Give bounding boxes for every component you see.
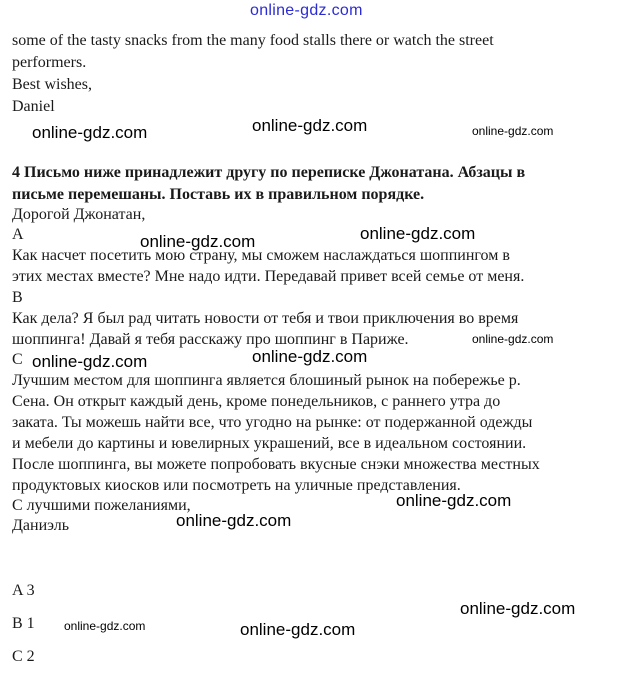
paragraph-b-line-1: Как дела? Я был рад читать новости от тебя и твои приключения во время bbox=[12, 310, 519, 327]
paragraph-a-line-2: этих местах вместе? Мне надо идти. Передавай привет всей семье от меня. bbox=[12, 268, 525, 285]
watermark: online-gdz.com bbox=[472, 332, 554, 346]
letter-en-closing: Best wishes, bbox=[12, 76, 92, 93]
answer-a-letter: A bbox=[12, 582, 23, 599]
watermark: online-gdz.com bbox=[176, 511, 292, 530]
paragraph-c-line-1: Лучшим местом для шоппинга является блошиный рынок на побережье р. bbox=[12, 372, 521, 389]
paragraph-c-letter: C bbox=[12, 351, 23, 368]
paragraph-c-line-4: и мебели до картины и ювелирных украшений, все в идеальном состоянии. bbox=[12, 435, 527, 452]
answer-c-letter: C bbox=[12, 648, 23, 665]
watermark: online-gdz.com bbox=[252, 347, 368, 366]
paragraph-c-line-3: заката. Ты можешь найти все, что угодно на рынке: от подержанной одежды bbox=[12, 414, 533, 431]
answer-c bbox=[12, 647, 35, 666]
paragraph-a-letter: A bbox=[12, 226, 24, 243]
watermark: online-gdz.com bbox=[64, 619, 146, 633]
answer-a-number: 3 bbox=[26, 582, 35, 599]
task-title-line-2: письме перемешаны. Поставь их в правильном порядке. bbox=[12, 186, 425, 203]
watermark: online-gdz.com bbox=[140, 232, 256, 251]
paragraph-c-line-6: продуктовых киосков или посмотреть на уличные представления. bbox=[12, 477, 461, 494]
task-signature: Даниэль bbox=[12, 517, 69, 534]
letter-en-line-1: some of the tasty snacks from the many food stalls there or watch the street bbox=[12, 32, 494, 49]
paragraph-c-line-5: После шоппинга, вы можете попробовать вкусные снэки множества местных bbox=[12, 456, 540, 473]
watermark: online-gdz.com bbox=[240, 620, 356, 639]
task-closing: С лучшими пожеланиями, bbox=[12, 497, 191, 514]
task-greeting: Дорогой Джонатан, bbox=[12, 206, 146, 223]
watermark: online-gdz.com bbox=[360, 224, 476, 243]
paragraph-b-line-2: шоппинга! Давай я тебя расскажу про шоппинг в Париже. bbox=[12, 331, 409, 348]
answer-b-letter: B bbox=[12, 615, 23, 632]
task-title-line-1: 4 Письмо ниже принадлежит другу по переписке Джонатана. Абзацы в bbox=[12, 164, 526, 181]
answer-b-number: 1 bbox=[26, 615, 35, 632]
answer-c-number: 2 bbox=[26, 648, 35, 665]
paragraph-a-line-1: Как насчет посетить мою страну, мы сможем наслаждаться шоппингом в bbox=[12, 247, 510, 264]
paragraph-c-line-2: Сена. Он открыт каждый день, кроме понедельников, с раннего утра до bbox=[12, 393, 501, 410]
watermark: online-gdz.com bbox=[252, 116, 368, 135]
watermark: online-gdz.com bbox=[396, 491, 512, 510]
letter-en-signature: Daniel bbox=[12, 98, 55, 115]
letter-en-line-2: performers. bbox=[12, 54, 87, 71]
paragraph-b-letter: B bbox=[12, 289, 23, 306]
header-watermark: online-gdz.com bbox=[250, 2, 363, 19]
watermark: online-gdz.com bbox=[32, 123, 148, 142]
watermark: online-gdz.com bbox=[460, 599, 576, 618]
answer-b bbox=[12, 614, 35, 633]
watermark: online-gdz.com bbox=[472, 124, 554, 138]
watermark: online-gdz.com bbox=[32, 352, 148, 371]
answer-a bbox=[12, 581, 35, 600]
